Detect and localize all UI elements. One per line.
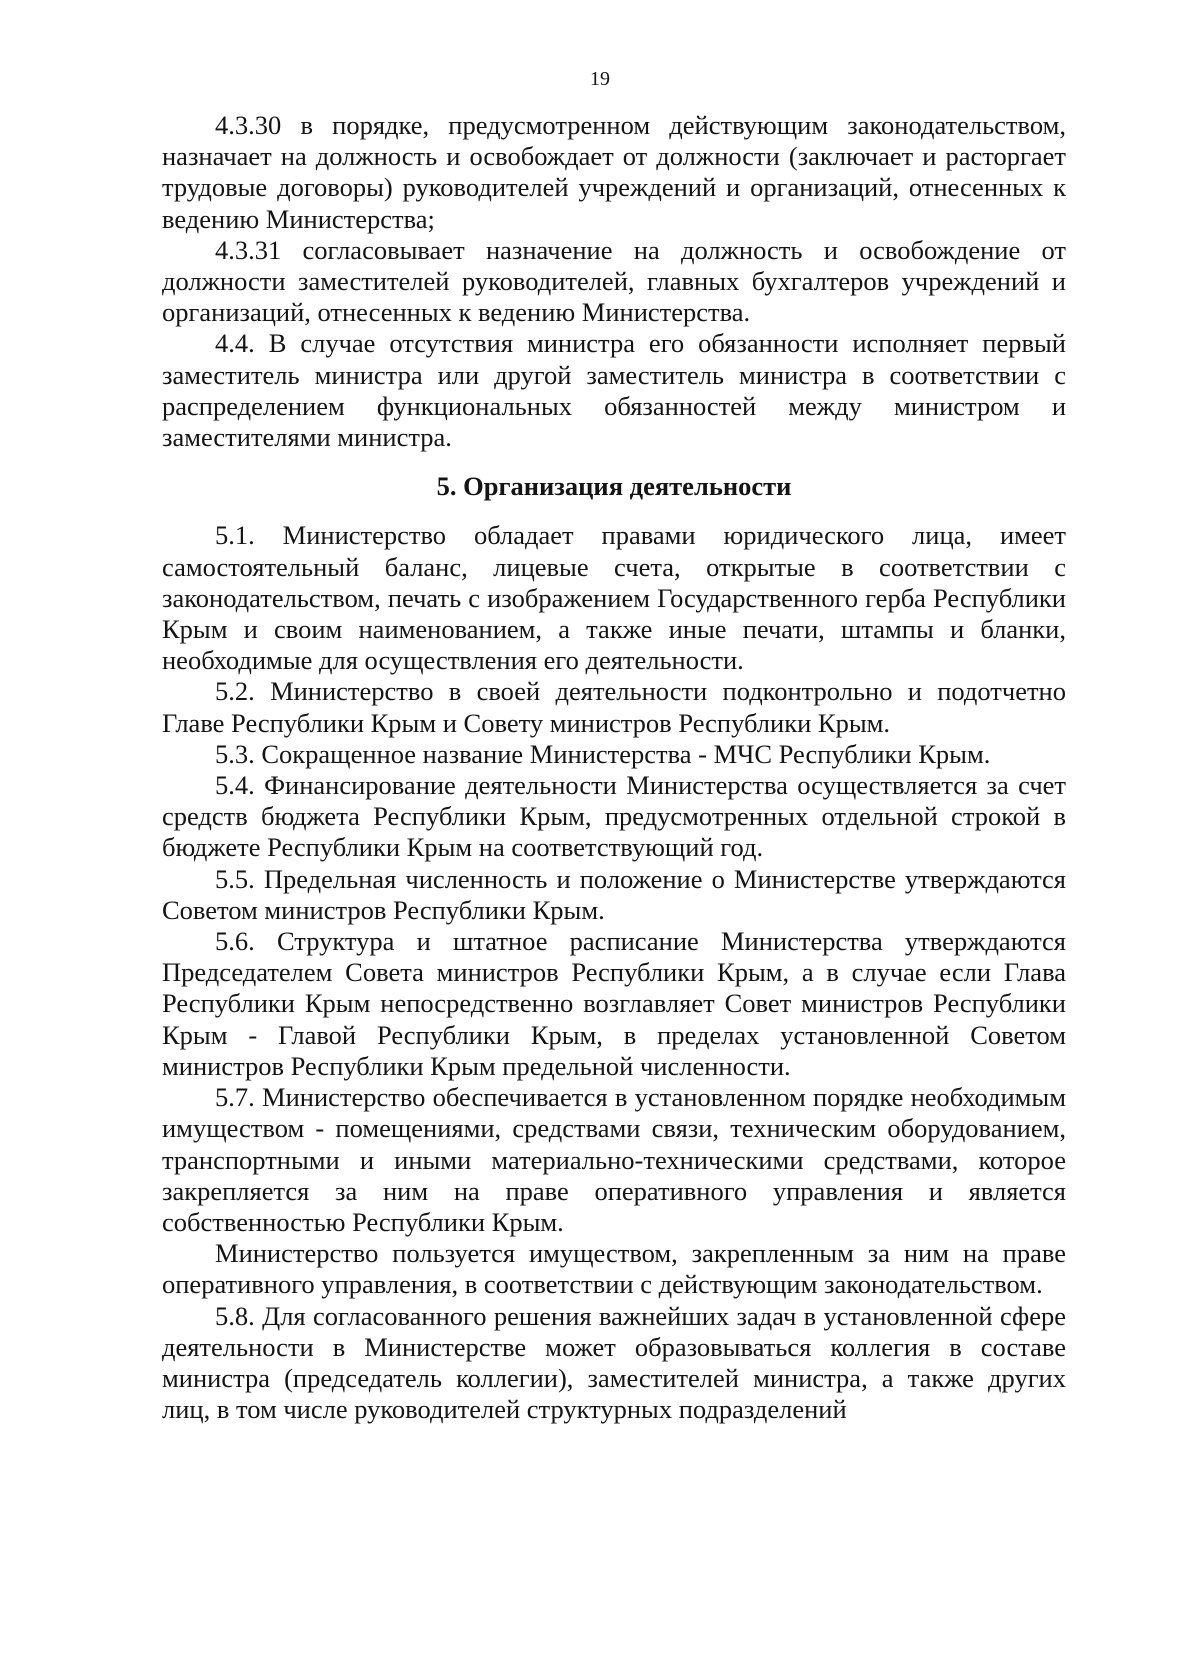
paragraph-4-3-30: 4.3.30 в порядке, предусмотренном действующим законодательством, назначает на должность и освобождает от должности (заключает и расторгает трудовые договоры) руководителей учреждений и организаций, отнесенных к ведению Министерства;: [162, 110, 1066, 234]
paragraph-5-2: 5.2. Министерство в своей деятельности подконтрольно и подотчетно Главе Республики Крым и Совету министров Республики Крым.: [162, 676, 1066, 738]
paragraph-5-7: 5.7. Министерство обеспечивается в установленном порядке необходимым имуществом - помещениями, средствами связи, техническим оборудованием, транспортными и иными материально-техническими средствами, которое закрепляется за ним на праве оперативного управления и является собственностью Республики Крым.: [162, 1082, 1066, 1237]
paragraph-5-6: 5.6. Структура и штатное расписание Министерства утверждаются Председателем Совета министров Республики Крым, а в случае если Глава Республики Крым непосредственно возглавляет Совет министров Республики Крым - Главой Республики Крым, в пределах установленной Советом министров Республики Крым предельной численности.: [162, 926, 1066, 1081]
section-heading: 5. Организация деятельности: [436, 471, 792, 502]
paragraph-4-3-31: 4.3.31 согласовывает назначение на должность и освобождение от должности заместителей руководителей, главных бухгалтеров учреждений и организаций, отнесенных к ведению Министерства.: [162, 234, 1066, 328]
document-body: [162, 110, 1066, 1425]
paragraph-5-8: 5.8. Для согласованного решения важнейших задач в установленной сфере деятельности в Министерстве может образовываться коллегия в составе министра (председатель коллегии), заместителей министра, а также других лиц, в том числе руководителей структурных подразделений: [162, 1300, 1066, 1425]
page-number: 19: [590, 68, 610, 90]
paragraph-5-3: 5.3. Сокращенное название Министерства - МЧС Республики Крым.: [215, 738, 991, 769]
paragraph-5-4: 5.4. Финансирование деятельности Министерства осуществляется за счет средств бюджета Республики Крым, предусмотренных отдельной строкой в бюджете Республики Крым на соответствующий год.: [162, 770, 1066, 863]
paragraph-5-7-continued: Министерство пользуется имуществом, закрепленным за ним на праве оперативного управления, в соответствии с действующим законодательством.: [162, 1238, 1066, 1300]
paragraph-5-1: 5.1. Министерство обладает правами юридического лица, имеет самостоятельный баланс, лицевые счета, открытые в соответствии с законодательством, печать с изображением Государственного герба Республики Крым и своим наименованием, а также иные печати, штампы и бланки, необходимые для осуществления его деятельности.: [162, 520, 1066, 676]
paragraph-5-5: 5.5. Предельная численность и положение о Министерстве утверждаются Советом министров Республики Крым.: [162, 863, 1066, 925]
paragraph-4-4: 4.4. В случае отсутствия министра его обязанности исполняет первый заместитель министра или другой заместитель министра в соответствии с распределением функциональных обязанностей между министром и заместителями министра.: [162, 328, 1066, 453]
